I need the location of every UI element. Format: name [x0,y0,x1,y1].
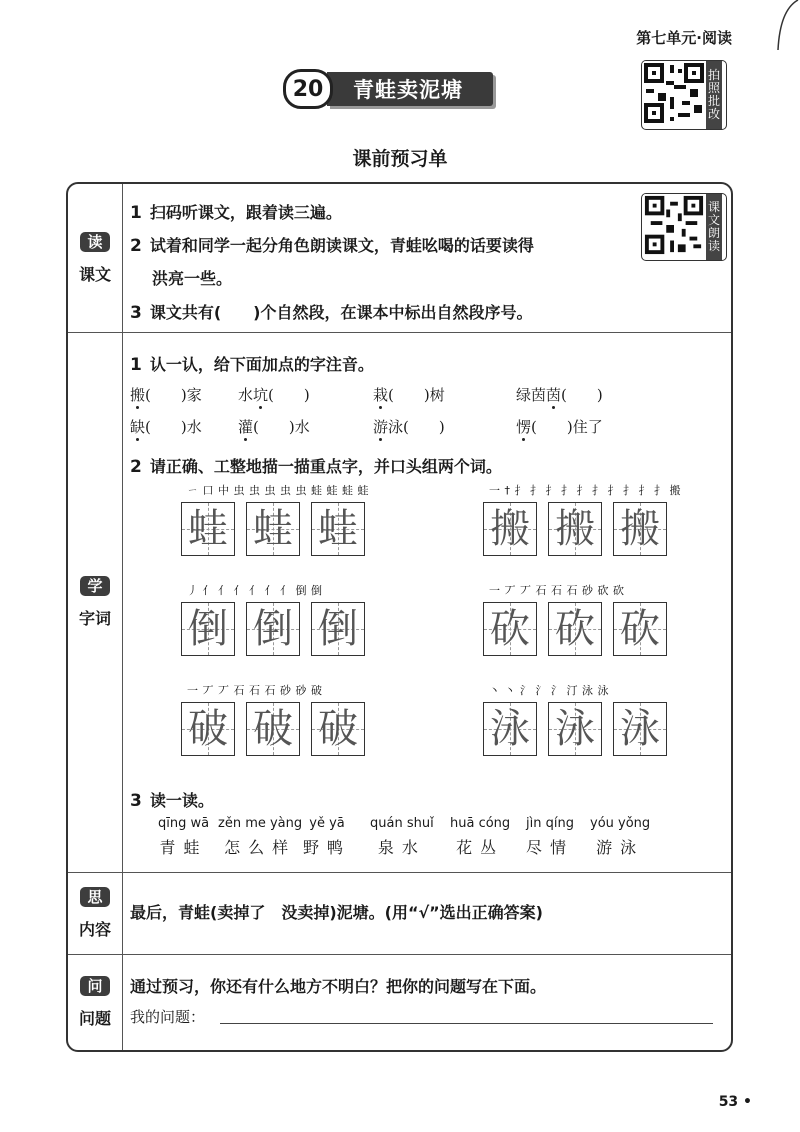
section-learn [68,332,731,873]
tracing-char: 砍 [620,606,660,652]
stroke-order: 一 丆 丆 石 石 石 砂 砍 砍 [489,584,625,597]
qr-top-tag: 拍 照 批 改 [706,61,722,129]
worksheet-subtitle: 课前预习单 [352,148,448,170]
my-question-answer-line[interactable] [220,1023,713,1024]
pinyin-blank-item[interactable]: 栽( )树 [373,386,445,404]
learn-question-3: 3 读一读。 [130,791,214,811]
reading-word: huā cóng 花丛 [450,816,511,857]
tracing-grid-cell[interactable] [613,702,667,756]
qr-code-text-reading[interactable] [641,193,727,261]
tracing-char: 泳 [555,706,595,752]
tracing-grid-cell[interactable] [311,702,365,756]
tracing-char: 蛙 [188,506,228,552]
stroke-order: 一 † 扌 扌 扌 扌 扌 扌 扌 扌 扌 扌 搬 [489,484,681,497]
qr-code-icon [642,194,706,256]
tracing-char: 破 [188,706,228,752]
tracing-grid-cell[interactable] [181,602,235,656]
tracing-grid-cell[interactable] [311,602,365,656]
tracing-char: 泳 [490,706,530,752]
tracing-grid-cell[interactable] [181,702,235,756]
section-badge: 思 [80,887,110,907]
tracing-char: 倒 [318,606,358,652]
tracing-grid-cell[interactable] [483,602,537,656]
lesson-number: 20 [283,69,333,109]
section-think [68,872,731,955]
reading-word: zěn me yàng 怎么样 [218,816,303,857]
tracing-char: 蛙 [318,506,358,552]
read-item-2-cont: 洪亮一些。 [152,269,233,288]
stroke-order: 丶 丶 氵 氵 氵 汀 泳 泳 [489,684,609,697]
reading-word: qīng wā 青蛙 [158,816,210,857]
reading-word: yě yā 野鸭 [303,816,352,857]
qr-code-icon [642,61,706,125]
tracing-grid-cell[interactable] [181,502,235,556]
section-badge: 学 [80,576,110,596]
section-ask-label [68,954,123,1050]
pinyin-blank-item[interactable]: 缺( )水 [130,418,202,436]
read-item-1: 1 扫码听课文，跟着读三遍。 [130,203,342,223]
preview-worksheet-table [66,182,733,1052]
stroke-order: ㄧ 口 中 虫 虫 虫 虫 虫 蛙 蛙 蛙 蛙 [187,484,369,497]
read-item-2: 2 试着和同学一起分角色朗读课文，青蛙吆喝的话要读得 [130,236,534,256]
section-name: 内容 [78,919,111,939]
page-corner-decoration [750,0,800,50]
tracing-grid-cell[interactable] [483,702,537,756]
tracing-char: 搬 [555,506,595,552]
tracing-grid-cell[interactable] [613,502,667,556]
section-read-content [130,184,723,332]
qr-code-photo-grading[interactable] [641,60,727,130]
pinyin-blank-item[interactable]: 绿茵茵( ) [516,386,603,404]
tracing-grid-cell[interactable] [548,702,602,756]
section-read [68,184,731,333]
pinyin-blank-item[interactable]: 灌( )水 [238,418,310,436]
stroke-order: 丿 亻 亻 亻 亻 亻 亻 倒 倒 [187,584,323,597]
tracing-grid-cell[interactable] [311,502,365,556]
tracing-char: 破 [318,706,358,752]
tracing-char: 破 [253,706,293,752]
pinyin-blank-item[interactable]: 水坑( ) [238,386,310,404]
tracing-char: 泳 [620,706,660,752]
learn-question-1: 1 认一认，给下面加点的字注音。 [130,355,374,375]
section-ask-content [130,954,723,1050]
tracing-grid-cell[interactable] [483,502,537,556]
my-question-label: 我的问题： [130,1008,206,1026]
section-name: 问题 [78,1008,111,1028]
page-number: 53 • [718,1094,752,1110]
section-think-label [68,872,123,954]
section-badge: 读 [80,232,110,252]
tracing-grid-cell[interactable] [246,702,300,756]
reading-word: yóu yǒng 游泳 [590,816,651,857]
section-name: 字词 [78,608,111,628]
pinyin-blank-item[interactable]: 愣( )住了 [516,418,603,436]
read-item-3: 3 课文共有( )个自然段，在课本中标出自然段序号。 [130,303,533,323]
tracing-char: 搬 [490,506,530,552]
tracing-grid-cell[interactable] [548,602,602,656]
tracing-grid-cell[interactable] [548,502,602,556]
section-ask [68,954,731,1050]
think-question[interactable]: 最后，青蛙(卖掉了 没卖掉)泥塘。(用“√”选出正确答案) [130,903,543,922]
lesson-title: 青蛙卖泥塘 [327,72,493,106]
tracing-grid-cell[interactable] [613,602,667,656]
tracing-char: 蛙 [253,506,293,552]
pinyin-blank-item[interactable]: 游泳( ) [373,418,445,436]
tracing-grid-cell[interactable] [246,602,300,656]
tracing-char: 砍 [555,606,595,652]
tracing-char: 倒 [253,606,293,652]
tracing-char: 倒 [188,606,228,652]
ask-instruction: 通过预习，你还有什么地方不明白？把你的问题写在下面。 [130,977,547,996]
tracing-grid-cell[interactable] [246,502,300,556]
reading-word: jìn qíng 尽情 [526,816,575,857]
unit-label: 第七单元·阅读 [636,29,732,47]
section-read-label [68,184,123,332]
section-learn-label [68,332,123,872]
stroke-order: 一 丆 丆 石 石 石 砂 砂 破 [187,684,323,697]
lesson-heading [283,70,493,108]
learn-question-2: 2 请正确、工整地描一描重点字，并口头组两个词。 [130,457,502,477]
pinyin-blank-item[interactable]: 搬( )家 [130,386,202,404]
section-name: 课文 [78,264,111,284]
qr-read-tag: 课 文 朗 读 [706,194,722,260]
reading-word: quán shuǐ 泉水 [370,816,434,857]
section-badge: 问 [80,976,110,996]
tracing-char: 搬 [620,506,660,552]
tracing-char: 砍 [490,606,530,652]
